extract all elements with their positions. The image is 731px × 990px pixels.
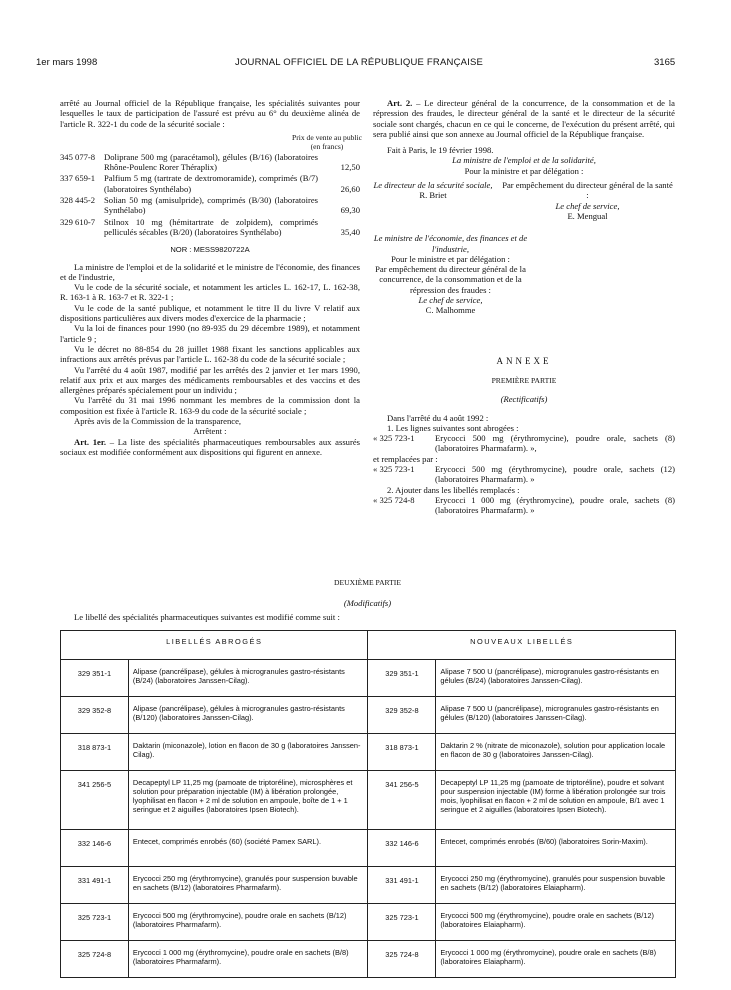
visa-paragraph: Vu le code de la sécurité sociale, et notamment les articles L. 162-17, L. 162-38, R. 163-1 à R. 163-7 et R. 322-1 ; — [60, 282, 360, 303]
old-label: Daktarin (miconazole), lotion en flacon de 30 g (laboratoires Janssen-Cilag). — [128, 734, 368, 771]
signature-right-pre: Par empêchement du directeur général de la santé : — [502, 180, 673, 201]
added-entry — [373, 495, 675, 516]
specialite-code: 329 610-7 — [60, 216, 96, 227]
header-abrogated: LIBELLÉS ABROGÉS — [61, 631, 368, 660]
visa-paragraph: Vu le code de la santé publique, et notamment le titre II du livre V relatif aux dispositions particulières aux divers modes d'exercice de la pharmacie ; — [60, 302, 360, 324]
table-header-row — [61, 631, 676, 660]
entry-code: « 325 724-8 — [373, 494, 415, 505]
arretent-heading: Arrêtent : — [193, 426, 227, 437]
abrogated-entry — [373, 433, 675, 454]
ministre-economie: Le ministre de l'économie, des finances et de l'industrie, — [373, 233, 528, 254]
old-code: 329 352-8 — [61, 697, 129, 734]
specialite-row — [60, 152, 360, 173]
header-page-number: 3165 — [654, 57, 676, 68]
header-journal-title: JOURNAL OFFICIEL DE LA RÉPUBLIQUE FRANÇAISE — [235, 57, 484, 68]
price-column-header: Prix de vente au public (en francs) — [292, 132, 363, 151]
visa-paragraph: Vu l'arrêté du 31 mai 1996 nommant les membres de la commission dont la composition est fixée à l'article R. 163-9 du code de la sécurité sociale ; — [60, 395, 360, 416]
old-label: Entecet, comprimés enrobés (60) (société Pamex SARL). — [128, 830, 368, 867]
entry-code: « 325 723-1 — [373, 464, 415, 475]
new-label: Erycocci 500 mg (érythromycine), poudre orale en sachets (B/12) (laboratoires Elaiapharm). — [436, 904, 676, 941]
visa-paragraph: Vu la loi de finances pour 1990 (no 89-935 du 29 décembre 1989), et notamment l'article 9 ; — [60, 323, 360, 344]
rectificatifs-heading: (Rectificatifs) — [500, 394, 548, 405]
visa-paragraph: Vu l'arrêté du 4 août 1987, modifié par les arrêtés des 2 janvier et 1er mars 1990, relatif aux prix et aux marges des médicaments remboursables et des vaccins et des allergènes préparés spécialement pour un individu ; — [60, 364, 360, 396]
premiere-partie-heading: PREMIÈRE PARTIE — [491, 375, 557, 385]
old-code: 325 723-1 — [61, 904, 129, 941]
right-column — [373, 98, 675, 516]
signature-economie — [373, 233, 528, 315]
signature-right — [500, 180, 675, 221]
old-label: Erycocci 500 mg (érythromycine), poudre orale en sachets (B/12) (laboratoires Pharmafarm). — [128, 904, 368, 941]
old-label: Alipase (pancrélipase), gélules à microgranules gastro-résistants (B/120) (laboratoires Janssen-Cilag). — [128, 697, 368, 734]
old-code: 331 491-1 — [61, 867, 129, 904]
article-1-text: – La liste des spécialités pharmaceutiques remboursables aux assurés sociaux est modifiée conformément aux dispositions qui figurent en annexe. — [60, 436, 360, 457]
article-2-label: Art. 2. — [387, 98, 413, 108]
new-label: Daktarin 2 % (nitrate de miconazole), solution pour application locale en flacon de 30 g (laboratoires Janssen-Cilag). — [436, 734, 676, 771]
specialite-desc: Doliprane 500 mg (paracétamol), gélules (B/16) (laboratoires Rhône-Poulenc Rorer Théraplix) — [104, 151, 318, 173]
entry-desc: Erycocci 500 mg (érythromycine), poudre orale, sachets (8) (laboratoires Pharmafarm). », — [435, 433, 675, 454]
old-label: Decapeptyl LP 11,25 mg (pamoate de triptoréline), microsphères et solution pour préparation injectable (IM) à libération prolongée, lyophilisat en flacon + 2 ml de solution en ampoule, boîte de 1 + 1 seringue et 2 aiguilles (laboratoires Ipsen Biotech). — [128, 771, 368, 830]
signature-left-name: R. Briet — [419, 190, 447, 201]
specialite-desc: Palfium 5 mg (tartrate de dextromoramide), comprimés (B/7) (laboratoires Synthélabo) — [104, 173, 318, 194]
new-code: 325 723-1 — [368, 904, 436, 941]
specialite-price: 12,50 — [340, 162, 360, 173]
table-row — [61, 904, 676, 941]
signature-left — [373, 180, 493, 221]
empechement-dgccrf: Par empêchement du directeur général de la concurrence, de la consommation et de la répression des fraudes : — [375, 264, 526, 295]
old-code: 318 873-1 — [61, 734, 129, 771]
new-label: Erycocci 1 000 mg (érythromycine), poudre orale en sachets (B/8) (laboratoires Elaiapharm). — [436, 941, 676, 978]
new-code: 341 256-5 — [368, 771, 436, 830]
chef-service-2: Le chef de service, — [418, 295, 483, 306]
visa-paragraph: La ministre de l'emploi et de la solidarité et le ministre de l'économie, des finances et de l'industrie, — [60, 261, 360, 282]
new-code: 325 724-8 — [368, 941, 436, 978]
specialite-price: 26,60 — [340, 183, 360, 194]
signature-block — [373, 180, 675, 221]
replacement-entry — [373, 464, 675, 485]
modification-table — [60, 630, 676, 978]
dans-arrete: Dans l'arrêté du 4 août 1992 : — [387, 412, 489, 423]
pour-ministre: Pour la ministre et par délégation : — [464, 165, 584, 176]
article-1-label: Art. 1er. — [74, 436, 107, 447]
specialite-price: 69,30 — [340, 205, 360, 216]
specialite-desc: Solian 50 mg (amisulpride), comprimés (B/30) (laboratoires Synthélabo) — [104, 195, 318, 216]
specialite-code: 328 445-2 — [60, 195, 96, 206]
visa-paragraph: Après avis de la Commission de la transparence, — [74, 416, 242, 427]
new-code: 331 491-1 — [368, 867, 436, 904]
table-row — [61, 830, 676, 867]
old-code: 341 256-5 — [61, 771, 129, 830]
point-2: 2. Ajouter dans les libellés remplacés : — [387, 484, 520, 495]
specialite-row — [60, 173, 360, 194]
header-date: 1er mars 1998 — [36, 57, 98, 68]
signature-right-name: E. Mengual — [567, 210, 608, 221]
specialite-code: 337 659-1 — [60, 173, 96, 184]
entry-desc: Erycocci 1 000 mg (érythromycine), poudre orale, sachets (8) (laboratoires Pharmafarm). » — [435, 494, 675, 516]
old-code: 325 724-8 — [61, 941, 129, 978]
intro-paragraph: arrêté au Journal officiel de la République française, les spécialités suivantes pour lesquelles le taux de participation de l'assuré est prévu au 6° du deuxième alinéa de l'article R. 322-1 du code de la sécurité sociale : — [60, 98, 360, 129]
entry-code: « 325 723-1 — [373, 433, 415, 444]
new-code: 329 351-1 — [368, 660, 436, 697]
entry-desc: Erycocci 500 mg (érythromycine), poudre orale, sachets (12) (laboratoires Pharmafarm). » — [435, 464, 675, 485]
table-row — [61, 941, 676, 978]
old-code: 329 351-1 — [61, 660, 129, 697]
deuxieme-partie-heading: DEUXIÈME PARTIE — [334, 578, 401, 587]
libelle-intro: Le libellé des spécialités pharmaceutiques suivantes est modifié comme suit : — [74, 612, 340, 622]
new-code: 329 352-8 — [368, 697, 436, 734]
signature-right-title: Le chef de service, — [555, 200, 620, 211]
modificatifs-heading: (Modificatifs) — [343, 598, 392, 608]
table-row — [61, 697, 676, 734]
new-label: Decapeptyl LP 11,25 mg (pamoate de triptoréline), poudre et solvant pour suspension injectable (IM) forme à libération prolongée sur trois mois, lyophilisat en flacon + 2 ml de solution en ampoule, B/1 avec 1 seringue et 2 aiguilles (laboratoires Ipsen Biotech). — [436, 771, 676, 830]
specialite-row — [60, 217, 360, 238]
table-row — [61, 771, 676, 830]
article-2-text: – Le directeur général de la concurrence, de la consommation et de la répression des fraudes, le directeur général de la santé et le directeur de la sécurité sociale sont chargés, chacun en ce qui le concerne, de l'exécution du présent arrêté, qui sera publié ainsi que son annexe au Journal officiel de la République française. — [373, 98, 675, 139]
point-1: 1. Les lignes suivantes sont abrogées : — [387, 422, 519, 433]
new-label: Alipase 7 500 U (pancrélipase), microgranules gastro-résistants en gélules (B/24) (laboratoires Janssen-Cilag). — [436, 660, 676, 697]
specialite-row — [60, 195, 360, 216]
ministre-emploi: La ministre de l'emploi et de la solidarité, — [452, 155, 596, 166]
old-label: Erycocci 1 000 mg (érythromycine), poudre orale en sachets (B/8) (laboratoires Pharmafarm). — [128, 941, 368, 978]
new-label: Alipase 7 500 U (pancrélipase), microgranules gastro-résistants en gélules (B/120) (laboratoires Janssen-Cilag). — [436, 697, 676, 734]
nor-reference: NOR : MESS9820722A — [170, 245, 250, 255]
specialite-code: 345 077-8 — [60, 151, 96, 162]
visa-paragraph: Vu le décret no 88-854 du 28 juillet 1988 fixant les sanctions applicables aux infractions aux arrêtés prévus par l'article L. 162-38 du code de la sécurité sociale ; — [60, 343, 360, 365]
new-code: 318 873-1 — [368, 734, 436, 771]
new-code: 332 146-6 — [368, 830, 436, 867]
article-2 — [373, 98, 675, 139]
table-row — [61, 734, 676, 771]
new-label: Entecet, comprimés enrobés (B/60) (laboratoires Sorin-Maxim). — [436, 830, 676, 867]
header-new: NOUVEAUX LIBELLÉS — [368, 631, 676, 660]
left-column — [60, 98, 363, 457]
table-row — [61, 660, 676, 697]
fait-a-paris: Fait à Paris, le 19 février 1998. — [387, 145, 494, 156]
old-code: 332 146-6 — [61, 830, 129, 867]
specialite-price: 35,40 — [340, 226, 360, 237]
old-label: Alipase (pancrélipase), gélules à microgranules gastro-résistants (B/24) (laboratoires Janssen-Cilag). — [128, 660, 368, 697]
signature-name-2: C. Malhomme — [425, 305, 476, 316]
article-1 — [60, 437, 360, 458]
remplacees-par: et remplacées par : — [373, 453, 438, 464]
old-label: Erycocci 250 mg (érythromycine), granulés pour suspension buvable en sachets (B/12) (laboratoires Pharmafarm). — [128, 867, 368, 904]
annexe-heading: ANNEXE — [496, 355, 552, 366]
table-row — [61, 867, 676, 904]
signature-left-title: Le directeur de la sécurité sociale, — [373, 180, 493, 191]
pour-ministre-2: Pour le ministre et par délégation : — [391, 253, 510, 264]
new-label: Erycocci 250 mg (érythromycine), granulés pour suspension buvable en sachets (B/12) (laboratoires Elaiapharm). — [436, 867, 676, 904]
specialite-desc: Stilnox 10 mg (hémitartrate de zolpidem), comprimés pelliculés sécables (B/20) (laboratoires Synthélabo) — [104, 216, 318, 237]
